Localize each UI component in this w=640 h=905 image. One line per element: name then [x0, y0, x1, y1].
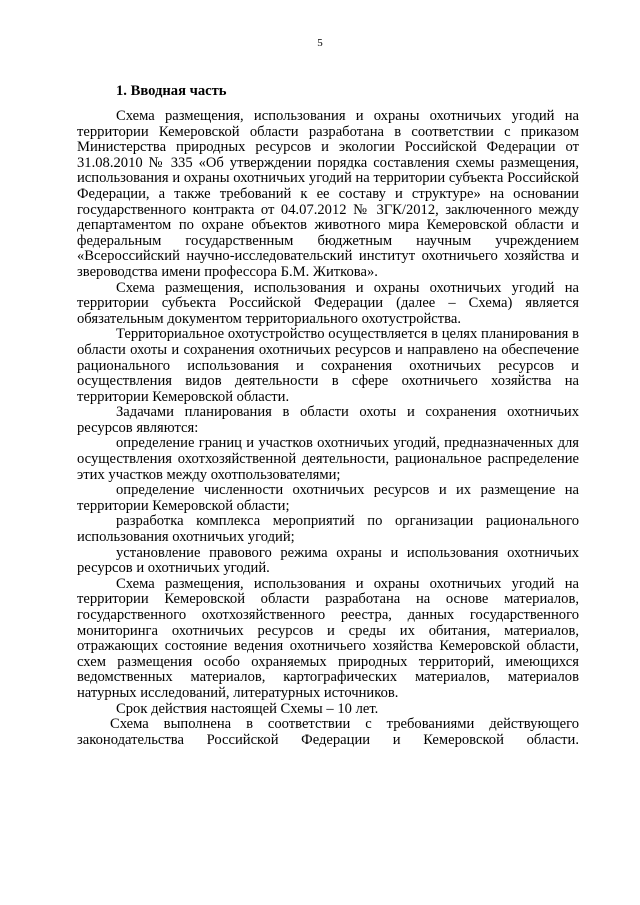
paragraph-territorial-hunting-management: Территориальное охотустройство осуществляется в целях планирования в области охоты и сохранения охотничьих ресурсов и направлено на обеспечение рационального использования и сохранения охотничьих ресурсов и осуществления видов деятельности в сфере охотничьего хозяйства на территории Кемеровской области. [77, 326, 579, 405]
paragraph-validity-period: Срок действия настоящей Схемы – 10 лет. [116, 700, 379, 717]
paragraph-intro-legal-basis: Схема размещения, использования и охраны охотничьих угодий на территории Кемеровской области разработана в соответствии с приказом Министерства природных ресурсов и экологии Российской Федерации от 31.08.2010 № 335 «Об утверждении порядка составления схемы размещения, использования и охраны охотничьих угодий на территории субъекта Российской Федерации, а также требований к ее составу и структуре» на основании государственного контракта от 04.07.2012 № 3ГК/2012, заключенного между департаментом по охране объектов животного мира Кемеровской области и федеральным государственным бюджетным научным учреждением «Всероссийский научно-исследовательский институт охотничьего хозяйства и звероводства имени профессора Б.М. Житкова». [77, 108, 579, 280]
list-item: установление правового режима охраны и использования охотничьих ресурсов и охотничьих угодий. [77, 544, 579, 577]
paragraph-source-materials: Схема размещения, использования и охраны охотничьих угодий на территории Кемеровской области разработана на основе материалов, государственного охотхозяйственного реестра, данных государственного мониторинга охотничьих ресурсов и среды их обитания, материалов, отражающих состояние ведения охотничьего хозяйства Кемеровской области, схем размещения особо охраняемых природных территорий, имеющихся ведомственных материалов, картографических материалов, материалов натурных исследований, литературных источников. [77, 575, 579, 701]
paragraph-compliance: Схема выполнена в соответствии с требованиями действующего законодательства Российской Федерации и Кемеровской области. [77, 716, 579, 748]
list-item: определение численности охотничьих ресурсов и их размещение на территории Кемеровской области; [77, 482, 579, 514]
paragraph-scheme-status: Схема размещения, использования и охраны охотничьих угодий на территории субъекта Российской Федерации (далее – Схема) является обязательным документом территориального охотустройства. [77, 279, 579, 327]
page-number: 5 [317, 37, 323, 49]
paragraph-planning-tasks: Задачами планирования в области охоты и сохранения охотничьих ресурсов являются: [77, 404, 579, 436]
list-item: разработка комплекса мероприятий по организации рационального использования охотничьих угодий; [77, 513, 579, 546]
document-body [77, 83, 579, 748]
list-item: определение границ и участков охотничьих угодий, предназначенных для осуществления охотхозяйственной деятельности, рациональное распределение этих участков между охотпользователями; [77, 435, 579, 483]
section-heading: 1. Вводная часть [116, 83, 227, 99]
